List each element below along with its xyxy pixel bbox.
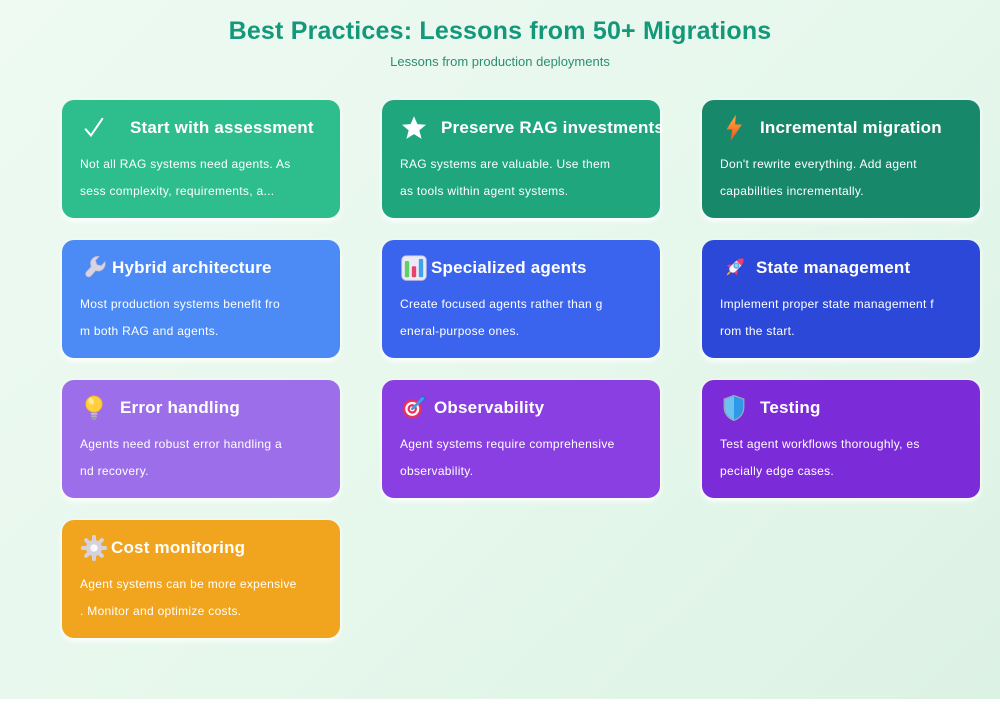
practice-card-preserve-rag-investments xyxy=(382,100,665,218)
card-header xyxy=(80,532,322,564)
card-body-line: . Monitor and optimize costs. xyxy=(80,604,242,618)
card-body xyxy=(720,151,962,205)
card-body-line: Agent systems can be more expensive xyxy=(80,577,297,591)
practice-card-state-management xyxy=(702,240,980,358)
card-body xyxy=(720,431,962,485)
card-body xyxy=(80,151,322,205)
slide-header xyxy=(0,0,1000,69)
card-body-line: capabilities incrementally. xyxy=(720,184,864,198)
card-body xyxy=(400,431,642,485)
card-body-line: rom the start. xyxy=(720,324,795,338)
gear-icon xyxy=(80,534,108,562)
card-body-line: as tools within agent systems. xyxy=(400,184,569,198)
practice-card-hybrid-architecture xyxy=(62,240,340,358)
card-body xyxy=(80,571,322,625)
card-body-line: Create focused agents rather than g xyxy=(400,297,603,311)
card-body-line: Implement proper state management f xyxy=(720,297,934,311)
practice-card-observability xyxy=(382,380,660,498)
card-body-line: pecially edge cases. xyxy=(720,464,835,478)
card-body-line: eneral-purpose ones. xyxy=(400,324,520,338)
practice-card-error-handling xyxy=(62,380,340,498)
card-header xyxy=(720,252,962,284)
card-title: Hybrid architecture xyxy=(112,258,272,277)
check-icon xyxy=(80,114,108,142)
card-title: Observability xyxy=(434,398,545,417)
card-body-line: Test agent workflows thoroughly, es xyxy=(720,437,920,451)
card-body-line: Agent systems require comprehensive xyxy=(400,437,615,451)
card-body xyxy=(80,291,322,345)
card-title: Specialized agents xyxy=(431,258,587,277)
card-body-line: Not all RAG systems need agents. As xyxy=(80,157,291,171)
bottom-edge xyxy=(0,699,1000,704)
card-title: Testing xyxy=(760,398,821,417)
page-title: Best Practices: Lessons from 50+ Migrations xyxy=(228,17,772,45)
practice-card-incremental-migration xyxy=(702,100,980,218)
card-header xyxy=(400,392,642,424)
card-title: Incremental migration xyxy=(760,118,942,137)
card-body-line: m both RAG and agents. xyxy=(80,324,219,338)
wrench-icon xyxy=(80,254,108,282)
card-body-line: Agents need robust error handling a xyxy=(80,437,282,451)
card-body-line: nd recovery. xyxy=(80,464,149,478)
bulb-icon xyxy=(80,394,108,422)
card-body-line: sess complexity, requirements, a... xyxy=(80,184,275,198)
card-title: State management xyxy=(756,258,911,277)
card-title: Start with assessment xyxy=(130,118,314,137)
card-header xyxy=(720,112,962,144)
card-body xyxy=(720,291,962,345)
card-body xyxy=(400,151,642,205)
card-header xyxy=(400,252,642,284)
card-header xyxy=(80,252,322,284)
card-body xyxy=(80,431,322,485)
star-icon xyxy=(400,114,428,142)
card-header xyxy=(80,392,322,424)
card-body-line: Don't rewrite everything. Add agent xyxy=(720,157,917,171)
card-header xyxy=(720,392,962,424)
practices-grid xyxy=(62,100,980,638)
card-header xyxy=(80,112,322,144)
bar-chart-icon xyxy=(400,254,428,282)
card-body-line: Most production systems benefit fro xyxy=(80,297,280,311)
target-icon xyxy=(400,394,428,422)
practice-card-cost-monitoring xyxy=(62,520,340,638)
card-body-line: observability. xyxy=(400,464,474,478)
card-title: Error handling xyxy=(120,398,240,417)
page-subtitle: Lessons from production deployments xyxy=(390,54,610,69)
rocket-icon xyxy=(720,254,748,282)
card-header xyxy=(400,112,665,144)
practice-card-testing xyxy=(702,380,980,498)
practice-card-specialized-agents xyxy=(382,240,660,358)
card-title: Cost monitoring xyxy=(111,538,246,557)
card-title: Preserve RAG investments xyxy=(441,118,665,137)
card-body xyxy=(400,291,642,345)
shield-icon xyxy=(720,394,748,422)
practice-card-start-with-assessment xyxy=(62,100,340,218)
lightning-icon xyxy=(720,114,748,142)
card-body-line: RAG systems are valuable. Use them xyxy=(400,157,611,171)
